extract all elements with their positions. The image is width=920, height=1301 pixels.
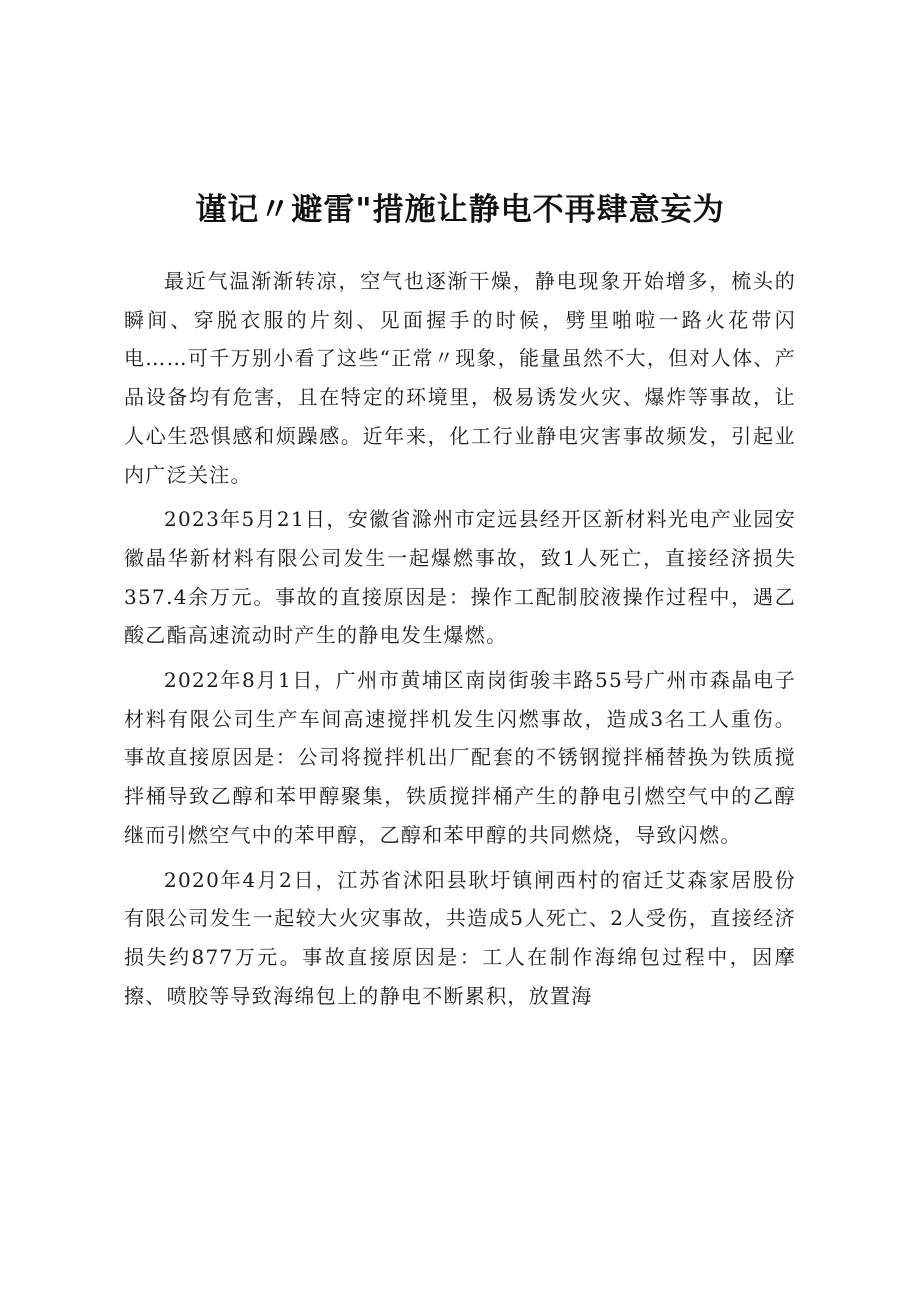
paragraph-case-2023: 2023年5月21日，安徽省滁州市定远县经开区新材料光电产业园安徽晶华新材料有限公司发生一起爆燃事故，致1人死亡，直接经济损失357.4余万元。事故的直接原因是：操作工配制胶液操作过程中，遇乙酸乙酯高速流动时产生的静电发生爆燃。 xyxy=(124,507,796,648)
paragraph-intro: 最近气温渐渐转凉，空气也逐渐干燥，静电现象开始增多，梳头的瞬间、穿脱衣服的片刻、见面握手的时候，劈里啪啦一路火花带闪电……可千万别小看了这些“正常〃现象，能量虽然不大，但对人体、产品设备均有危害，且在特定的环境里，极易诱发火灾、爆炸等事故，让人心生恐惧感和烦躁感。近年来，化工行业静电灾害事故频发，引起业内广泛关注。 xyxy=(124,269,796,487)
paragraph-case-2020: 2020年4月2日，江苏省沭阳县耿圩镇闸西村的宿迁艾森家居股份有限公司发生一起较大火灾事故，共造成5人死亡、2人受伤，直接经济损失约877万元。事故直接原因是：工人在制作海绵包过程中，因摩擦、喷胶等导致海绵包上的静电不断累积，放置海 xyxy=(124,867,796,1008)
paragraph-case-2022: 2022年8月1日，广州市黄埔区南岗街骏丰路55号广州市森晶电子材料有限公司生产车间高速搅拌机发生闪燃事故，造成3名工人重伤。事故直接原因是：公司将搅拌机出厂配套的不锈钢搅拌桶替换为铁质搅拌桶导致乙醇和苯甲醇聚集，铁质搅拌桶产生的静电引燃空气中的乙醇继而引燃空气中的苯甲醇，乙醇和苯甲醇的共同燃烧，导致闪燃。 xyxy=(124,668,796,847)
page-title: 谨记〃避雷"措施让静电不再肆意妄为 xyxy=(195,192,725,228)
document-body xyxy=(124,262,796,1021)
